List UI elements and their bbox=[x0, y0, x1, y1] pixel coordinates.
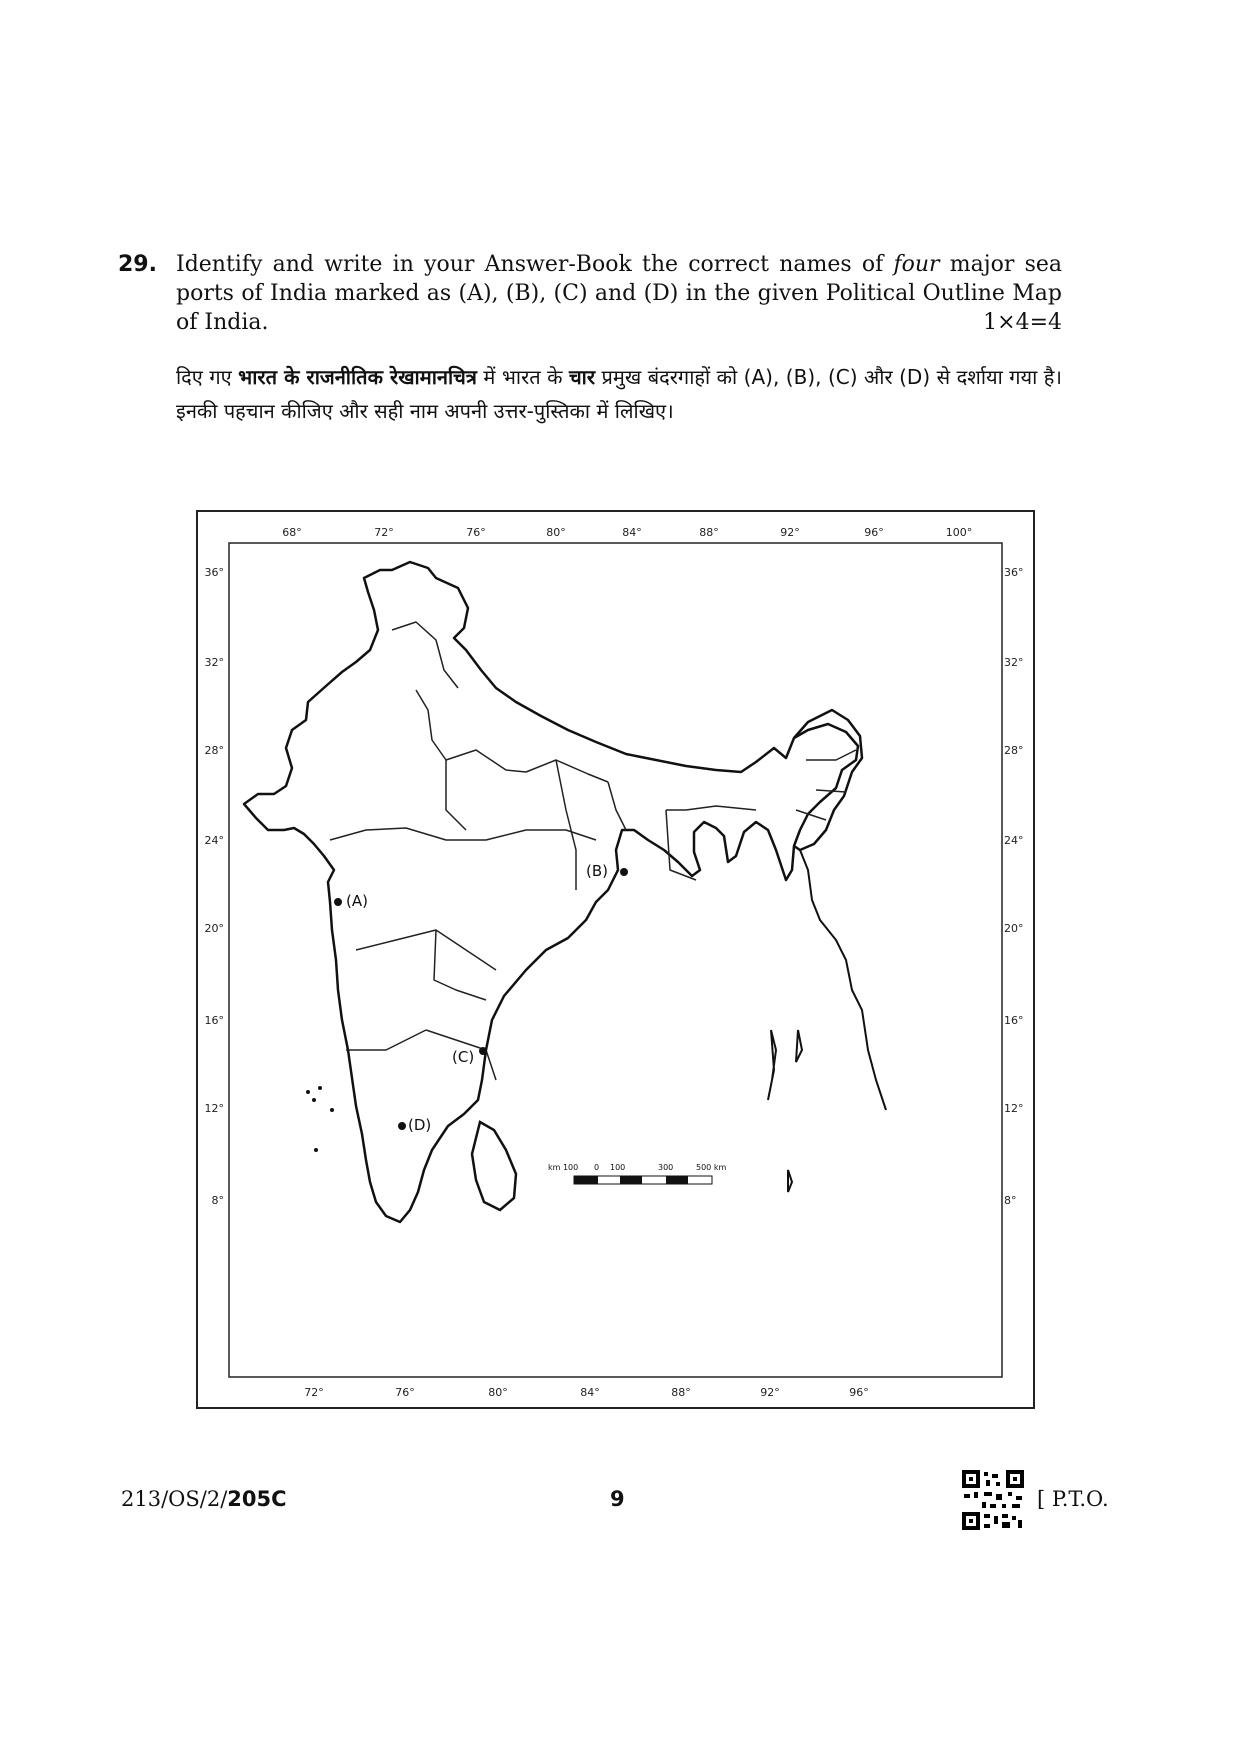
bottom-longitude-ticks bbox=[304, 1386, 869, 1399]
port-dot-a bbox=[334, 898, 342, 906]
map-outer-frame bbox=[197, 511, 1034, 1408]
lon-tick-bottom-96: 96° bbox=[849, 1386, 869, 1399]
lat-tick-16: 16° bbox=[204, 1014, 224, 1027]
marks: 1×4=4 bbox=[983, 310, 1062, 335]
lat-tick-36: 36° bbox=[204, 566, 224, 579]
lat-tick-20: 20° bbox=[204, 922, 224, 935]
question-hindi: दिए गए भारत के राजनीतिक रेखामानचित्र में भारत के चार प्रमुख बंदरगाहों को (A), (B), (C) और (D) से दर्शाया गया है। इनकी पहचान कीजिए और सही नाम अपनी उत्तर-पुस्तिका में लिखिए। bbox=[176, 365, 1063, 423]
port-dot-d bbox=[398, 1122, 406, 1130]
pto-label: [ P.T.O. bbox=[1037, 1487, 1109, 1511]
lon-tick-bottom-72: 72° bbox=[304, 1386, 324, 1399]
lat-tick-right-12: 12° bbox=[1004, 1102, 1024, 1115]
scale-label-100: 100 bbox=[610, 1163, 626, 1172]
lon-tick-72: 72° bbox=[374, 526, 394, 539]
lon-tick-96: 96° bbox=[864, 526, 884, 539]
lat-tick-32: 32° bbox=[204, 656, 224, 669]
lat-tick-right-36: 36° bbox=[1004, 566, 1024, 579]
port-dot-b bbox=[620, 868, 628, 876]
question-text: Identify and write in your Answer-Book the correct names of four major sea ports of India marked as (A), (B), (C) and (D) in the given Political Outline Map of India. bbox=[176, 252, 1062, 335]
lon-tick-bottom-92: 92° bbox=[760, 1386, 780, 1399]
sri-lanka-outline bbox=[472, 1122, 516, 1210]
india-outline bbox=[244, 562, 858, 1222]
scale-label-km100: km 100 bbox=[548, 1163, 579, 1172]
port-dot-c bbox=[479, 1047, 487, 1055]
lon-tick-80: 80° bbox=[546, 526, 566, 539]
port-marker-c bbox=[452, 1047, 487, 1066]
question-number: 29. bbox=[118, 252, 157, 277]
scale-bar bbox=[548, 1163, 726, 1184]
port-label-b: (B) bbox=[586, 862, 608, 880]
lat-tick-right-32: 32° bbox=[1004, 656, 1024, 669]
lat-tick-28: 28° bbox=[204, 744, 224, 757]
port-label-a: (A) bbox=[346, 892, 368, 910]
lon-tick-bottom-84: 84° bbox=[580, 1386, 600, 1399]
lon-tick-76: 76° bbox=[466, 526, 486, 539]
qr-code-icon bbox=[962, 1470, 1024, 1530]
india-political-outline-map bbox=[196, 510, 1036, 1410]
lon-tick-92: 92° bbox=[780, 526, 800, 539]
lat-tick-12: 12° bbox=[204, 1102, 224, 1115]
port-marker-b bbox=[586, 862, 628, 880]
emphasis-four: four bbox=[893, 252, 940, 277]
lat-tick-right-16: 16° bbox=[1004, 1014, 1024, 1027]
scale-label-300: 300 bbox=[658, 1163, 674, 1172]
port-label-d: (D) bbox=[408, 1116, 432, 1134]
myanmar-coast bbox=[800, 850, 886, 1110]
right-latitude-ticks bbox=[1004, 566, 1024, 1207]
port-marker-a bbox=[334, 892, 368, 910]
lon-tick-88: 88° bbox=[699, 526, 719, 539]
lat-tick-right-20: 20° bbox=[1004, 922, 1024, 935]
lon-tick-68: 68° bbox=[282, 526, 302, 539]
left-latitude-ticks bbox=[205, 566, 225, 1207]
lon-tick-100: 100° bbox=[945, 526, 973, 539]
page-number: 9 bbox=[610, 1487, 625, 1511]
lon-tick-bottom-80: 80° bbox=[488, 1386, 508, 1399]
lat-tick-8: 8° bbox=[211, 1194, 224, 1207]
lat-tick-right-8: 8° bbox=[1004, 1194, 1017, 1207]
scale-label-0: 0 bbox=[594, 1163, 600, 1172]
scale-label-500km: 500 km bbox=[696, 1163, 727, 1172]
lon-tick-bottom-88: 88° bbox=[671, 1386, 691, 1399]
port-label-c: (C) bbox=[452, 1048, 475, 1066]
lat-tick-right-28: 28° bbox=[1004, 744, 1024, 757]
lon-tick-84: 84° bbox=[622, 526, 642, 539]
question-29 bbox=[118, 250, 1062, 337]
paper-code: 213/OS/2/205C bbox=[121, 1487, 287, 1511]
lat-tick-right-24: 24° bbox=[1004, 834, 1024, 847]
lakshadweep-islands bbox=[306, 1086, 334, 1152]
andaman-nicobar-islands bbox=[768, 1030, 802, 1192]
lat-tick-24: 24° bbox=[204, 834, 224, 847]
map-inner-frame bbox=[229, 543, 1002, 1377]
top-longitude-ticks bbox=[282, 526, 972, 539]
lon-tick-bottom-76: 76° bbox=[395, 1386, 415, 1399]
port-marker-d bbox=[398, 1116, 431, 1134]
